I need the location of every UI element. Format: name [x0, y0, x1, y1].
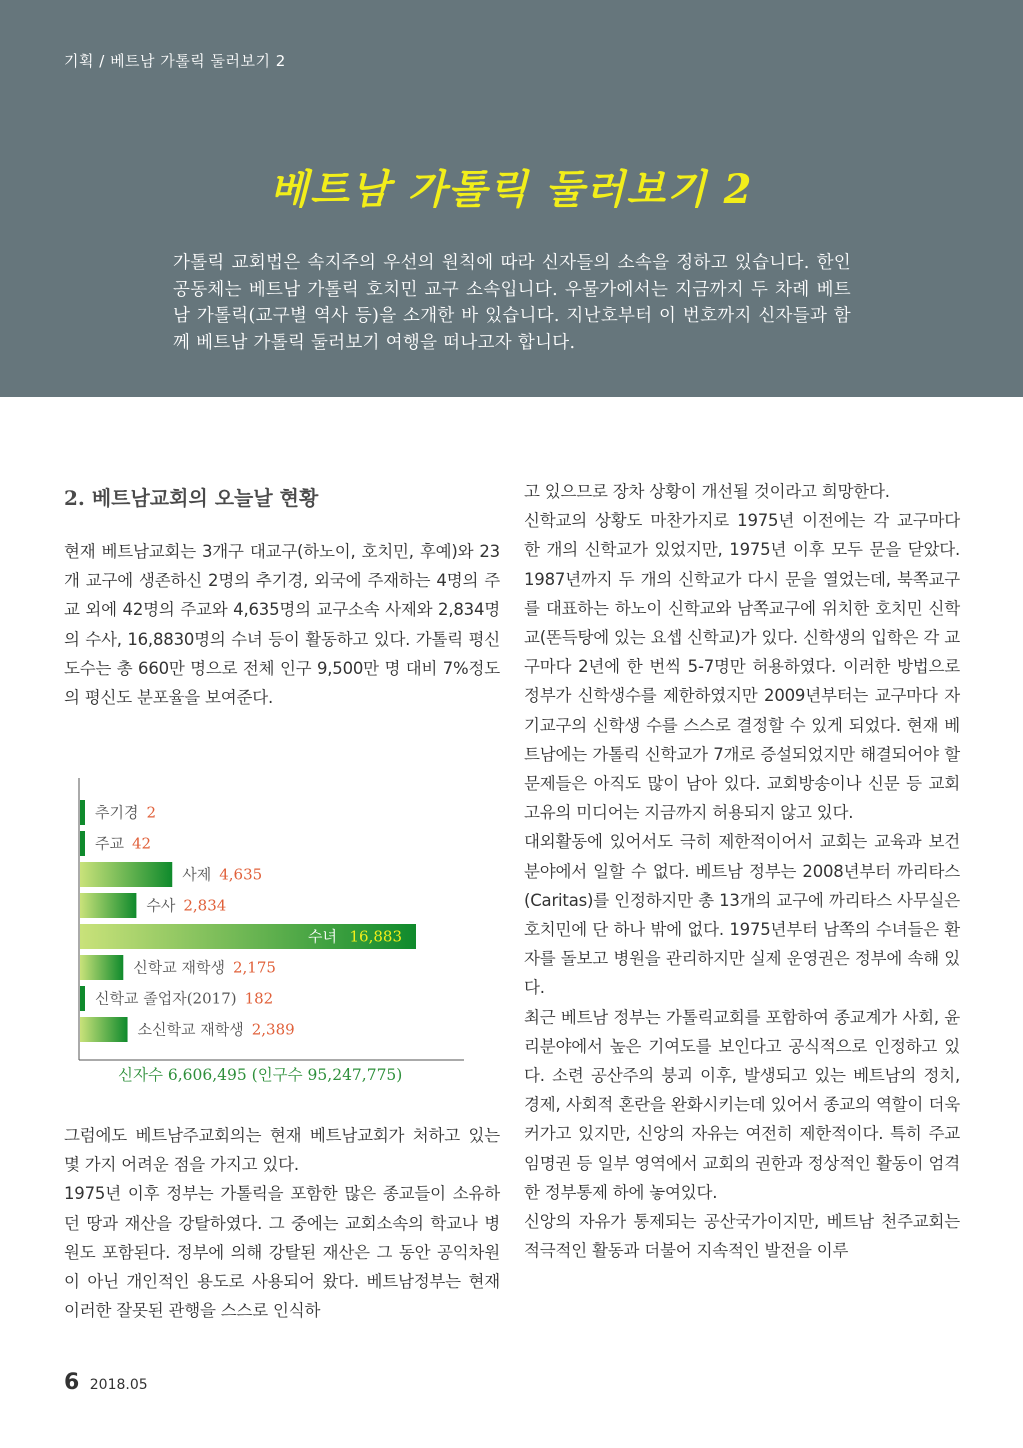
bar	[80, 800, 85, 825]
value-label: 4,635	[219, 865, 263, 884]
bar	[80, 1017, 128, 1042]
bar-chart-svg	[64, 770, 484, 1070]
bar	[80, 986, 85, 1011]
left-column-top	[64, 537, 500, 712]
issue-date: 2018.05	[89, 1377, 148, 1393]
bar	[80, 831, 85, 856]
category-label: 수사 2,834	[146, 896, 227, 915]
page-title: 베트남 가톨릭 둘러보기 2	[269, 166, 754, 213]
value-label: 2,389	[251, 1020, 295, 1039]
category-label: 소신학교 재학생 2,389	[137, 1020, 295, 1039]
paragraph: 고 있으므로 장차 상황이 개선될 것이라고 희망한다.	[524, 482, 890, 501]
section-title: 2. 베트남교회의 오늘날 현황	[64, 486, 319, 510]
value-label: 16,883	[349, 927, 402, 946]
category-label: 사제 4,635	[182, 865, 263, 884]
paragraph: 대외활동에 있어서도 극히 제한적이어서 교회는 교육과 보건 분야에서 일할 수 없다. 베트남 정부는 2008년부터 까리타스(Caritas)를 인정하지만 총 13개의 교구에 까리타스 사무실은 호치민에 단 하나 밖에 없다. 1975년부터 남쪽의 수녀들은 환자를 돌보고 병원을 관리하지만 실제 운영권은 정부에 속해 있다.	[524, 832, 960, 998]
category-label: 주교 42	[95, 834, 152, 853]
paragraph: 신앙의 자유가 통제되는 공산국가이지만, 베트남 천주교회는 적극적인 활동과 더불어 지속적인 발전을 이루	[524, 1212, 960, 1261]
category-label: 추기경 2	[95, 803, 157, 822]
header-banner	[0, 0, 1023, 397]
paragraph: 1975년 이후 정부는 가톨릭을 포함한 많은 종교들이 소유하던 땅과 재산을 강탈하였다. 그 중에는 교회소속의 학교나 병원도 포함된다. 정부에 의해 강탈된 재산은 그 동안 공익차원이 아닌 개인적인 용도로 사용되어 왔다. 베트남정부는 현재 이러한 잘못된 관행을 스스로 인식하	[64, 1184, 500, 1321]
value-label: 2	[146, 803, 157, 822]
bar	[80, 862, 172, 887]
category-label: 신학교 졸업자(2017) 182	[95, 989, 274, 1008]
chart-caption: 신자수 6,606,495 (인구수 95,247,775)	[118, 1066, 403, 1084]
right-column	[524, 477, 960, 1265]
value-label: 182	[244, 989, 274, 1008]
value-label: 2,834	[183, 896, 227, 915]
paragraph: 최근 베트남 정부는 가톨릭교회를 포함하여 종교계가 사회, 윤리분야에서 높은 기여도를 보인다고 공식적으로 인정하고 있다. 소련 공산주의 붕괴 이후, 발생되고 있는 베트남의 정치, 경제, 사회적 혼란을 완화시키는데 있어서 종교의 역할이 더욱 커가고 있지만, 신앙의 자유는 여전히 제한적이다. 특히 주교 임명권 등 일부 영역에서 교회의 권한과 정상적인 활동이 엄격한 정부통제 하에 놓여있다.	[524, 1007, 960, 1202]
breadcrumb: 기획 / 베트남 가톨릭 둘러보기 2	[64, 52, 286, 70]
category-label: 수녀	[308, 927, 337, 946]
category-label: 신학교 재학생 2,175	[133, 958, 276, 977]
left-column-bottom	[64, 1121, 500, 1325]
bar	[80, 955, 123, 980]
value-label: 2,175	[233, 958, 276, 977]
page-footer	[64, 1370, 148, 1395]
paragraph: 현재 베트남교회는 3개구 대교구(하노이, 호치민, 후예)와 23개 교구에 생존하신 2명의 추기경, 외국에 주재하는 4명의 주교 외에 42명의 주교와 4,635명의 교구소속 사제와 2,834명의 수사, 16,8830명의 수녀 등이 활동하고 있다. 가톨릭 평신도수는 총 660만 명으로 전체 인구 9,500만 명 대비 7%정도의 평신도 분포율을 보여준다.	[64, 542, 500, 708]
paragraph: 신학교의 상황도 마찬가지로 1975년 이전에는 각 교구마다 한 개의 신학교가 있었지만, 1975년 이후 모두 문을 닫았다. 1987년까지 두 개의 신학교가 다시 문을 열었는데, 북쪽교구를 대표하는 하노이 신학교와 남쪽교구에 위치한 호치민 신학교(똔득탕에 있는 요셉 신학교)가 있다. 신학생의 입학은 각 교구마다 2년에 한 번씩 5-7명만 허용하였다. 이러한 방법으로 정부가 신학생수를 제한하였지만 2009년부터는 교구마다 자기교구의 신학생 수를 스스로 결정할 수 있게 되었다. 현재 베트남에는 가톨릭 신학교가 7개로 증설되었지만 해결되어야 할 문제들은 아직도 많이 남아 있다. 교회방송이나 신문 등 교회 고유의 미디어는 지금까지 허용되지 않고 있다.	[524, 511, 960, 823]
bar	[80, 893, 136, 918]
value-label: 42	[131, 834, 152, 853]
bar-chart	[64, 770, 484, 1100]
page-number: 6	[64, 1370, 80, 1395]
intro-paragraph: 가톨릭 교회법은 속지주의 우선의 원칙에 따라 신자들의 소속을 정하고 있습니다. 한인공동체는 베트남 가톨릭 호치민 교구 소속입니다. 우물가에서는 지금까지 두 차례 베트남 가톨릭(교구별 역사 등)을 소개한 바 있습니다. 지난호부터 이 번호까지 신자들과 함께 베트남 가톨릭 둘러보기 여행을 떠나고자 합니다.	[173, 253, 851, 353]
paragraph: 그럼에도 베트남주교회의는 현재 베트남교회가 처하고 있는 몇 가지 어려운 점을 가지고 있다.	[64, 1126, 500, 1175]
